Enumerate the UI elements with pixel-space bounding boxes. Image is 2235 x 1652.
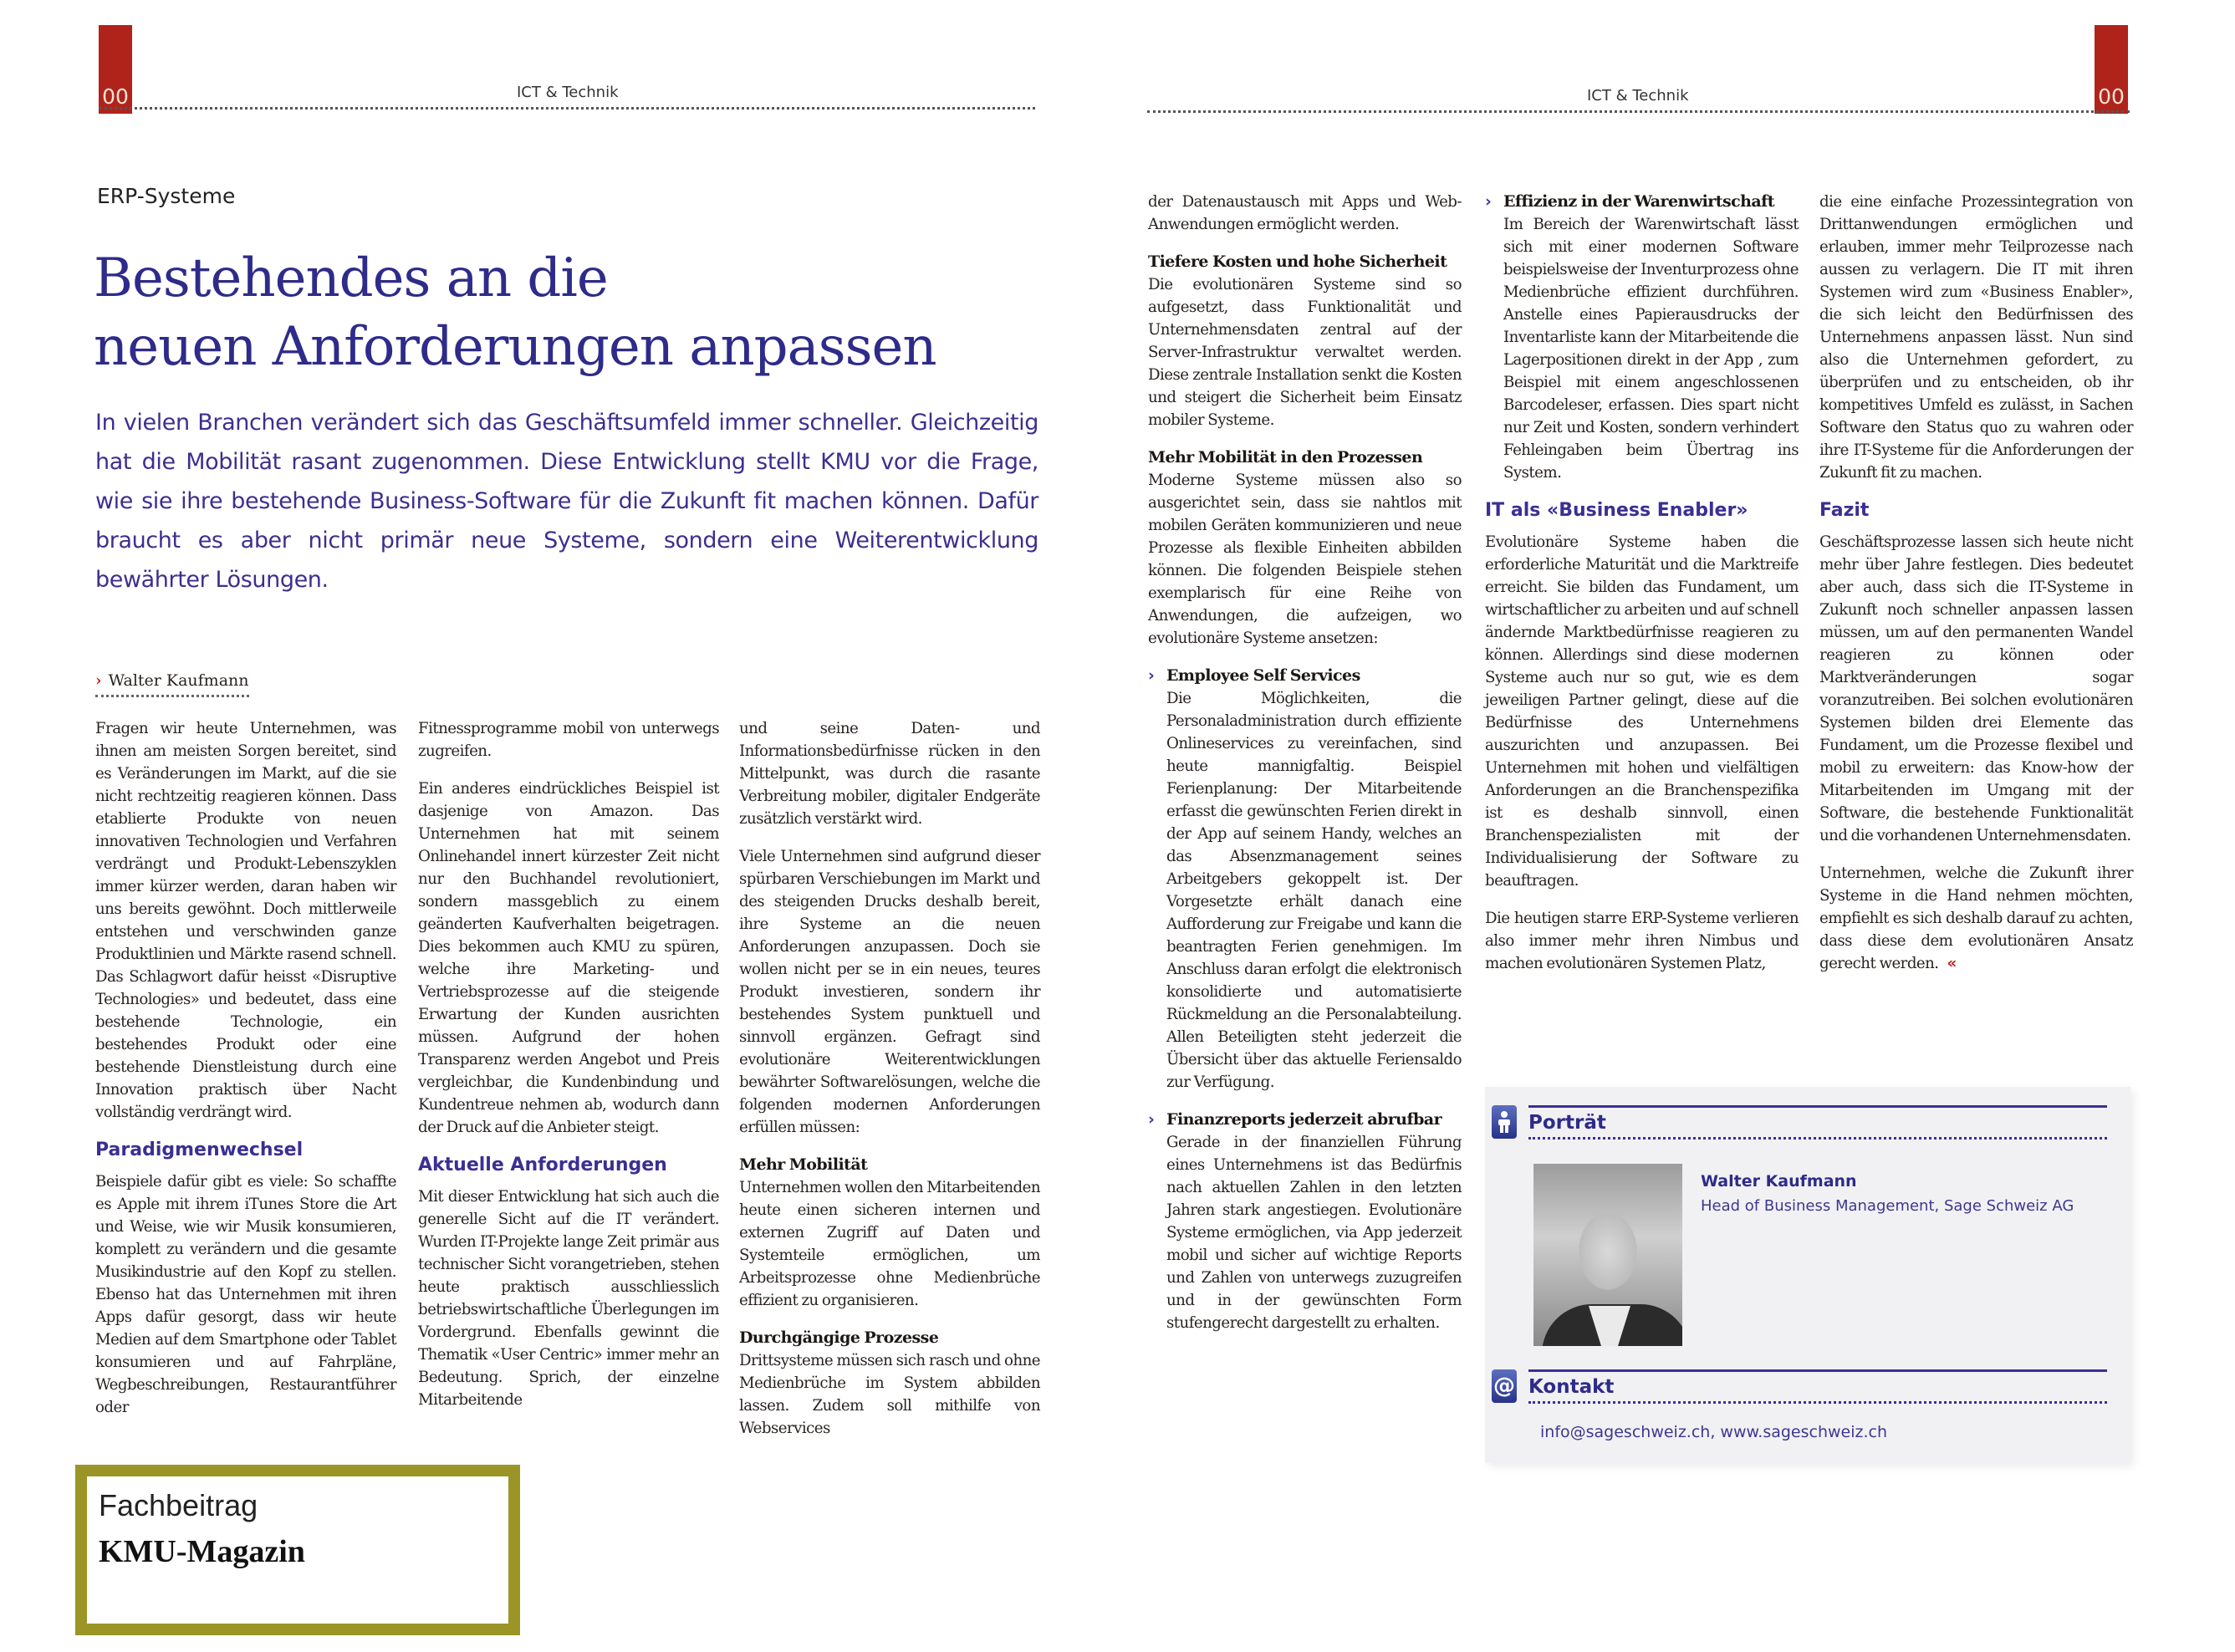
paragraph: Ein anderes eindrückliches Beispiel ist dasjenige von Amazon. Das Unternehmen hat mit seinem Onlinehandel innert kürzester Zeit nicht nur den Buchhandel revolutioniert, sondern massgeblich zu einem geänderten Kaufverhalten beigetragen. Dies bekommen auch KMU zu spüren, welche ihre Marketing- und Vertriebsprozesse auf die steigende Erwartung der Kunden ausrichten müssen. Aufgrund der hohen Transparenz werden Angebot und Preis vergleichbar, die Kundenbindung und Kundentreue nehmen ab, wodurch dann der Druck auf die Anbieter steigt.	[418, 780, 719, 1136]
bullet-title: Employee Self Services	[1166, 666, 1360, 685]
author-byline	[95, 671, 249, 697]
author-photo	[1533, 1164, 1682, 1346]
magazine-name: KMU-Magazin	[99, 1534, 305, 1569]
box-rule	[1528, 1105, 2107, 1108]
author-name: Walter Kaufmann	[1701, 1172, 1857, 1191]
bullet-employee-self-services	[1148, 665, 1462, 1094]
paragraph: Die heutigen starre ERP-Systeme verlieren also immer mehr ihren Nimbus und machen evolutionären Systemen Platz,	[1485, 910, 1799, 972]
chevron-right-icon: ›	[1148, 666, 1155, 685]
paragraph: Mit dieser Entwicklung hat sich auch die generelle Sicht auf die IT verändert. Wurden IT-Projekte lange Zeit primär aus technischer Sicht vorangetrieben, stehen heute praktisch ausschliesslich betriebswirtschaftliche Überlegungen im Vordergrund. Ebenfalls gewinnt die Thematik «User Centric» immer mehr an Bedeutung. Sprich, der einzelne Mitarbeitende	[418, 1188, 719, 1409]
chevron-right-icon: ›	[95, 671, 102, 690]
paragraph: Evolutionäre Systeme haben die erforderliche Maturität und die Marktreife erreicht. Sie bilden das Fundament, um wirtschaftlicher zu arbeiten und auf schnell ändernde Marktbedürfnisse reagieren zu können. Allerdings sind diese modernen Systeme auch nur so gut, wie es dem jeweiligen Partner gelingt, diese auf die Bedürfnisse des Unternehmens auszurichten und anzupassen. Bei Unternehmen mit hohen und vielfältigen Anforderungen an die Branchenspezifika ist es deshalb sinnvoll, einen Branchenspezialisten mit der Individualisierung der Software zu beauftragen.	[1485, 533, 1799, 890]
fachbeitrag-box	[75, 1465, 520, 1635]
contact-links[interactable]: info@sageschweiz.ch, www.sageschweiz.ch	[1540, 1423, 1888, 1441]
bullet-title: Finanzreports jederzeit abrufbar	[1166, 1110, 1442, 1129]
paragraph: Drittsysteme müssen sich rasch und ohne Medienbrüche im System abbilden lassen. Zudem soll mithilfe von Webservices	[739, 1352, 1040, 1437]
kicker: ERP-Systeme	[97, 184, 236, 208]
paragraph: Beispiele dafür gibt es viele: So schaffte es Apple mit ihrem iTunes Store die Art und Weise, wie wir Musik konsumieren, komplett zu verändern und die gesamte Musikindustrie auf den Kopf zu stellen. Ebenso hat das Unternehmen mit ihren Apps dafür gesorgt, dass wir heute Medien auf dem Smartphone oder Tablet konsumieren und auf Fahrpläne, Wegbeschreibungen, Restaurantführer oder	[95, 1173, 396, 1416]
right-column-1	[1148, 191, 1462, 1334]
paragraph: Geschäftsprozesse lassen sich heute nicht mehr über Jahre festlegen. Dies bedeutet aber auch, dass sich die IT-Systeme in Zukunft noch schneller anpassen lassen müssen, um auf den permanenten Wandel reagieren zu können oder Marktveränderungen sogar voranzutreiben. Bei solchen evolutionären Systemen bilden drei Elemente das Fundament, um die Prozesse flexibel und mobil zu erweitern: das Know-how der Mitarbeitenden im Umgang mit der Software, die bestehende Funktionalität und die vorhandenen Unternehmensdaten.	[1819, 533, 2133, 844]
lead-paragraph: In vielen Branchen verändert sich das Geschäftsumfeld immer schneller. Gleichzeitig hat die Mobilität rasant zugenommen. Diese Entwicklung stellt KMU vor die Frage, wie sie ihre bestehende Business-Software für die Zukunft fit machen können. Dafür braucht es aber nicht primär neue Systeme, sondern eine Weiterentwicklung bewährter Lösungen.	[95, 410, 1038, 593]
header-divider-left	[99, 107, 1035, 110]
paragraph: Unternehmen, welche die Zukunft ihrer Systeme in die Hand nehmen möchten, empfiehlt es sich deshalb darauf zu achten, dass diese dem evolutionären Ansatz gerecht werden. «	[1819, 864, 2133, 972]
paragraph: Unternehmen wollen den Mitarbeitenden heute einen sicheren internen und externen Zugriff auf Daten und Systemteile ermöglichen, um Arbeitsprozesse ohne Medienbrüche effizient zu organisieren.	[739, 1179, 1040, 1309]
page-number-right	[2095, 25, 2128, 114]
paragraph: Gerade in der finanziellen Führung eines Unternehmens ist das Bedürfnis nach aktuellen Zahlen in den letzten Jahren stark angestiegen. Evolutionäre Systeme ermöglichen, via App jederzeit mobil und sicher auf wichtige Reports und Zahlen von unterwegs zuzugreifen und in der gewünschten Form stufengerecht dargestellt zu erhalten.	[1166, 1134, 1462, 1332]
paragraph: Die evolutionären Systeme sind so aufgesetzt, dass Funktionalität und Unternehmensdaten zentral auf der Server-Infrastruktur verwaltet werden. Diese zentrale Installation senkt die Kosten und steigert die Sicherheit beim Einsatz mobiler Systeme.	[1148, 276, 1462, 429]
left-column-3	[739, 717, 1040, 1440]
paragraph: und seine Daten- und Informationsbedürfnisse rücken in den Mittelpunkt, was durch die rasante Verbreitung mobiler, digitaler Endgeräte zusätzlich verstärkt wird.	[739, 720, 1040, 828]
bullet-title: Effizienz in der Warenwirtschaft	[1503, 192, 1775, 211]
paragraph: Moderne Systeme müssen also so ausgerichtet sein, dass sie nahtlos mit mobilen Geräten kommunizieren und neue Prozesse als flexible Einheiten abbilden können. Die folgenden Beispiele stehen exemplarisch für eine Reihe von Anwendungen, die aufzeigen, wo evolutionäre Systeme ansetzen:	[1148, 472, 1462, 647]
page-number-left	[99, 25, 132, 114]
chevron-right-icon: ›	[1485, 192, 1492, 211]
paragraph: die eine einfache Prozessintegration von Drittanwendungen ermöglichen und erlauben, immer mehr Teilprozesse nach aussen zu verlagern. Die IT mit ihren Systemen wird zum «Business Enabler», die sich leicht den Bedürfnissen des Unternehmens anpassen lässt. Nun sind also die Unternehmen gefordert, zu überprüfen und zu entscheiden, ob ihr kompetitives Umfeld es zulässt, in Sachen Software den Status quo zu wahren oder ihre IT-Systeme für die Anforderungen der Zukunft fit zu machen.	[1819, 193, 2133, 482]
paragraph: Fitnessprogramme mobil von unterwegs zugreifen.	[418, 720, 719, 760]
fachbeitrag-label: Fachbeitrag	[99, 1488, 258, 1522]
running-head-right: ICT & Technik	[1587, 87, 1689, 105]
section-heading-aktuelle-anforderungen: Aktuelle Anforderungen	[418, 1155, 667, 1175]
paragraph: Fragen wir heute Unternehmen, was ihnen am meisten Sorgen bereitet, sind es Veränderungen im Markt, auf die sie nicht rechtzeitig reagieren können. Dass etablierte Produkte von neuen innovativen Technologien und Verfahren verdrängt und Produkt-Lebenszyklen immer kürzer werden, daran haben wir uns bereits gewöhnt. Doch mittlerweile entstehen und verschwinden ganze Produktlinien und Märkte rasend schnell. Das Schlagwort dafür heisst «Disruptive Technologies» und bedeutet, dass eine bestehende Technologie, ein bestehendes Produkt oder eine bestehende Dienstleistung durch eine Innovation praktisch über Nacht vollständig verdrängt wird.	[95, 720, 396, 1121]
box-rule	[1528, 1369, 2107, 1372]
left-column-1	[95, 717, 396, 1419]
bullet-finanzreports	[1148, 1109, 1462, 1334]
paragraph: Im Bereich der Warenwirtschaft lässt sich mit einer modernen Software beispielsweise der Inventurprozess ohne Medienbrüche effizient durchführen. Anstelle eines Papierausdrucks der Inventarliste kann der Mitarbeitende die Lagerpositionen direkt in der App , zum Beispiel mit einem angeschlossenen Barcodeleser, erfassen. Dies spart nicht nur Zeit und Kosten, sondern verhindert Fehleingaben beim Übertrag ins System.	[1503, 216, 1799, 482]
section-heading-paradigmenwechsel: Paradigmenwechsel	[95, 1140, 304, 1160]
subheading-mehr-mobilitaet-prozesse: Mehr Mobilität in den Prozessen	[1148, 448, 1423, 467]
right-column-2	[1485, 191, 1799, 975]
subheading-mehr-mobilitaet: Mehr Mobilität	[739, 1155, 868, 1174]
page-number-text: 00	[2098, 84, 2125, 109]
header-divider-right	[1147, 110, 2130, 113]
page-number-text: 00	[102, 84, 129, 109]
box-dots	[1528, 1137, 2107, 1140]
headline-line-1: Bestehendes an die	[94, 247, 608, 309]
bullet-warenwirtschaft	[1485, 191, 1799, 484]
right-column-3	[1819, 191, 2133, 975]
at-sign-icon: @	[1492, 1369, 1517, 1403]
section-heading-business-enabler: IT als «Business Enabler»	[1485, 500, 1748, 521]
section-heading-fazit: Fazit	[1819, 500, 1870, 521]
headline	[94, 244, 1013, 381]
chevron-right-icon: ›	[1148, 1110, 1155, 1129]
author-info-box	[1485, 1087, 2130, 1463]
box-dots	[1528, 1401, 2107, 1404]
portrait-heading: Porträt	[1528, 1112, 1606, 1134]
subheading-tiefere-kosten: Tiefere Kosten und hohe Sicherheit	[1148, 252, 1447, 271]
person-icon	[1492, 1105, 1517, 1139]
paragraph: der Datenaustausch mit Apps und Web-Anwendungen ermöglicht werden.	[1148, 193, 1462, 233]
author-name: Walter Kaufmann	[108, 671, 249, 690]
contact-heading: Kontakt	[1528, 1376, 1615, 1398]
paragraph: Viele Unternehmen sind aufgrund dieser spürbaren Verschiebungen im Markt und des steigenden Drucks deshalb bereit, ihre Systeme an die neuen Anforderungen anzupassen. Doch sie wollen nicht per se in ein neues, teures Produkt investieren, sondern ihr bestehendes System punktuell und sinnvoll ergänzen. Gefragt sind evolutionäre Weiterentwicklungen bewährter Softwarelösungen, welche die folgenden modernen Anforderungen erfüllen müssen:	[739, 848, 1040, 1136]
person-icon-glyph	[1496, 1110, 1513, 1134]
subheading-durchgaengige-prozesse: Durchgängige Prozesse	[739, 1328, 939, 1347]
left-column-2	[418, 717, 719, 1411]
paragraph: Die Möglichkeiten, die Personaladministration durch effiziente Onlineservices zu vereinfachen, sind heute mannigfaltig. Beispiel Ferienplanung: Der Mitarbeitende erfasst die gewünschten Ferien direkt in der App auf seinem Handy, welches an das Absenzmanagement seines Arbeitgebers gekoppelt ist. Der Vorgesetzte erhält danach eine Aufforderung zur Freigabe und kann die beantragten Ferien genehmigen. Im Anschluss daran erfolgt die elektronisch konsolidierte und automatisierte Rückmeldung an die Personalabteilung. Allen Beteiligten steht jederzeit die Übersicht über das aktuelle Feriensaldo zur Verfügung.	[1166, 690, 1462, 1091]
headline-line-2: neuen Anforderungen anpassen	[94, 316, 936, 378]
end-mark-icon: «	[1947, 955, 1957, 972]
running-head-left: ICT & Technik	[517, 84, 619, 101]
author-role: Head of Business Management, Sage Schweiz AG	[1701, 1197, 2074, 1215]
